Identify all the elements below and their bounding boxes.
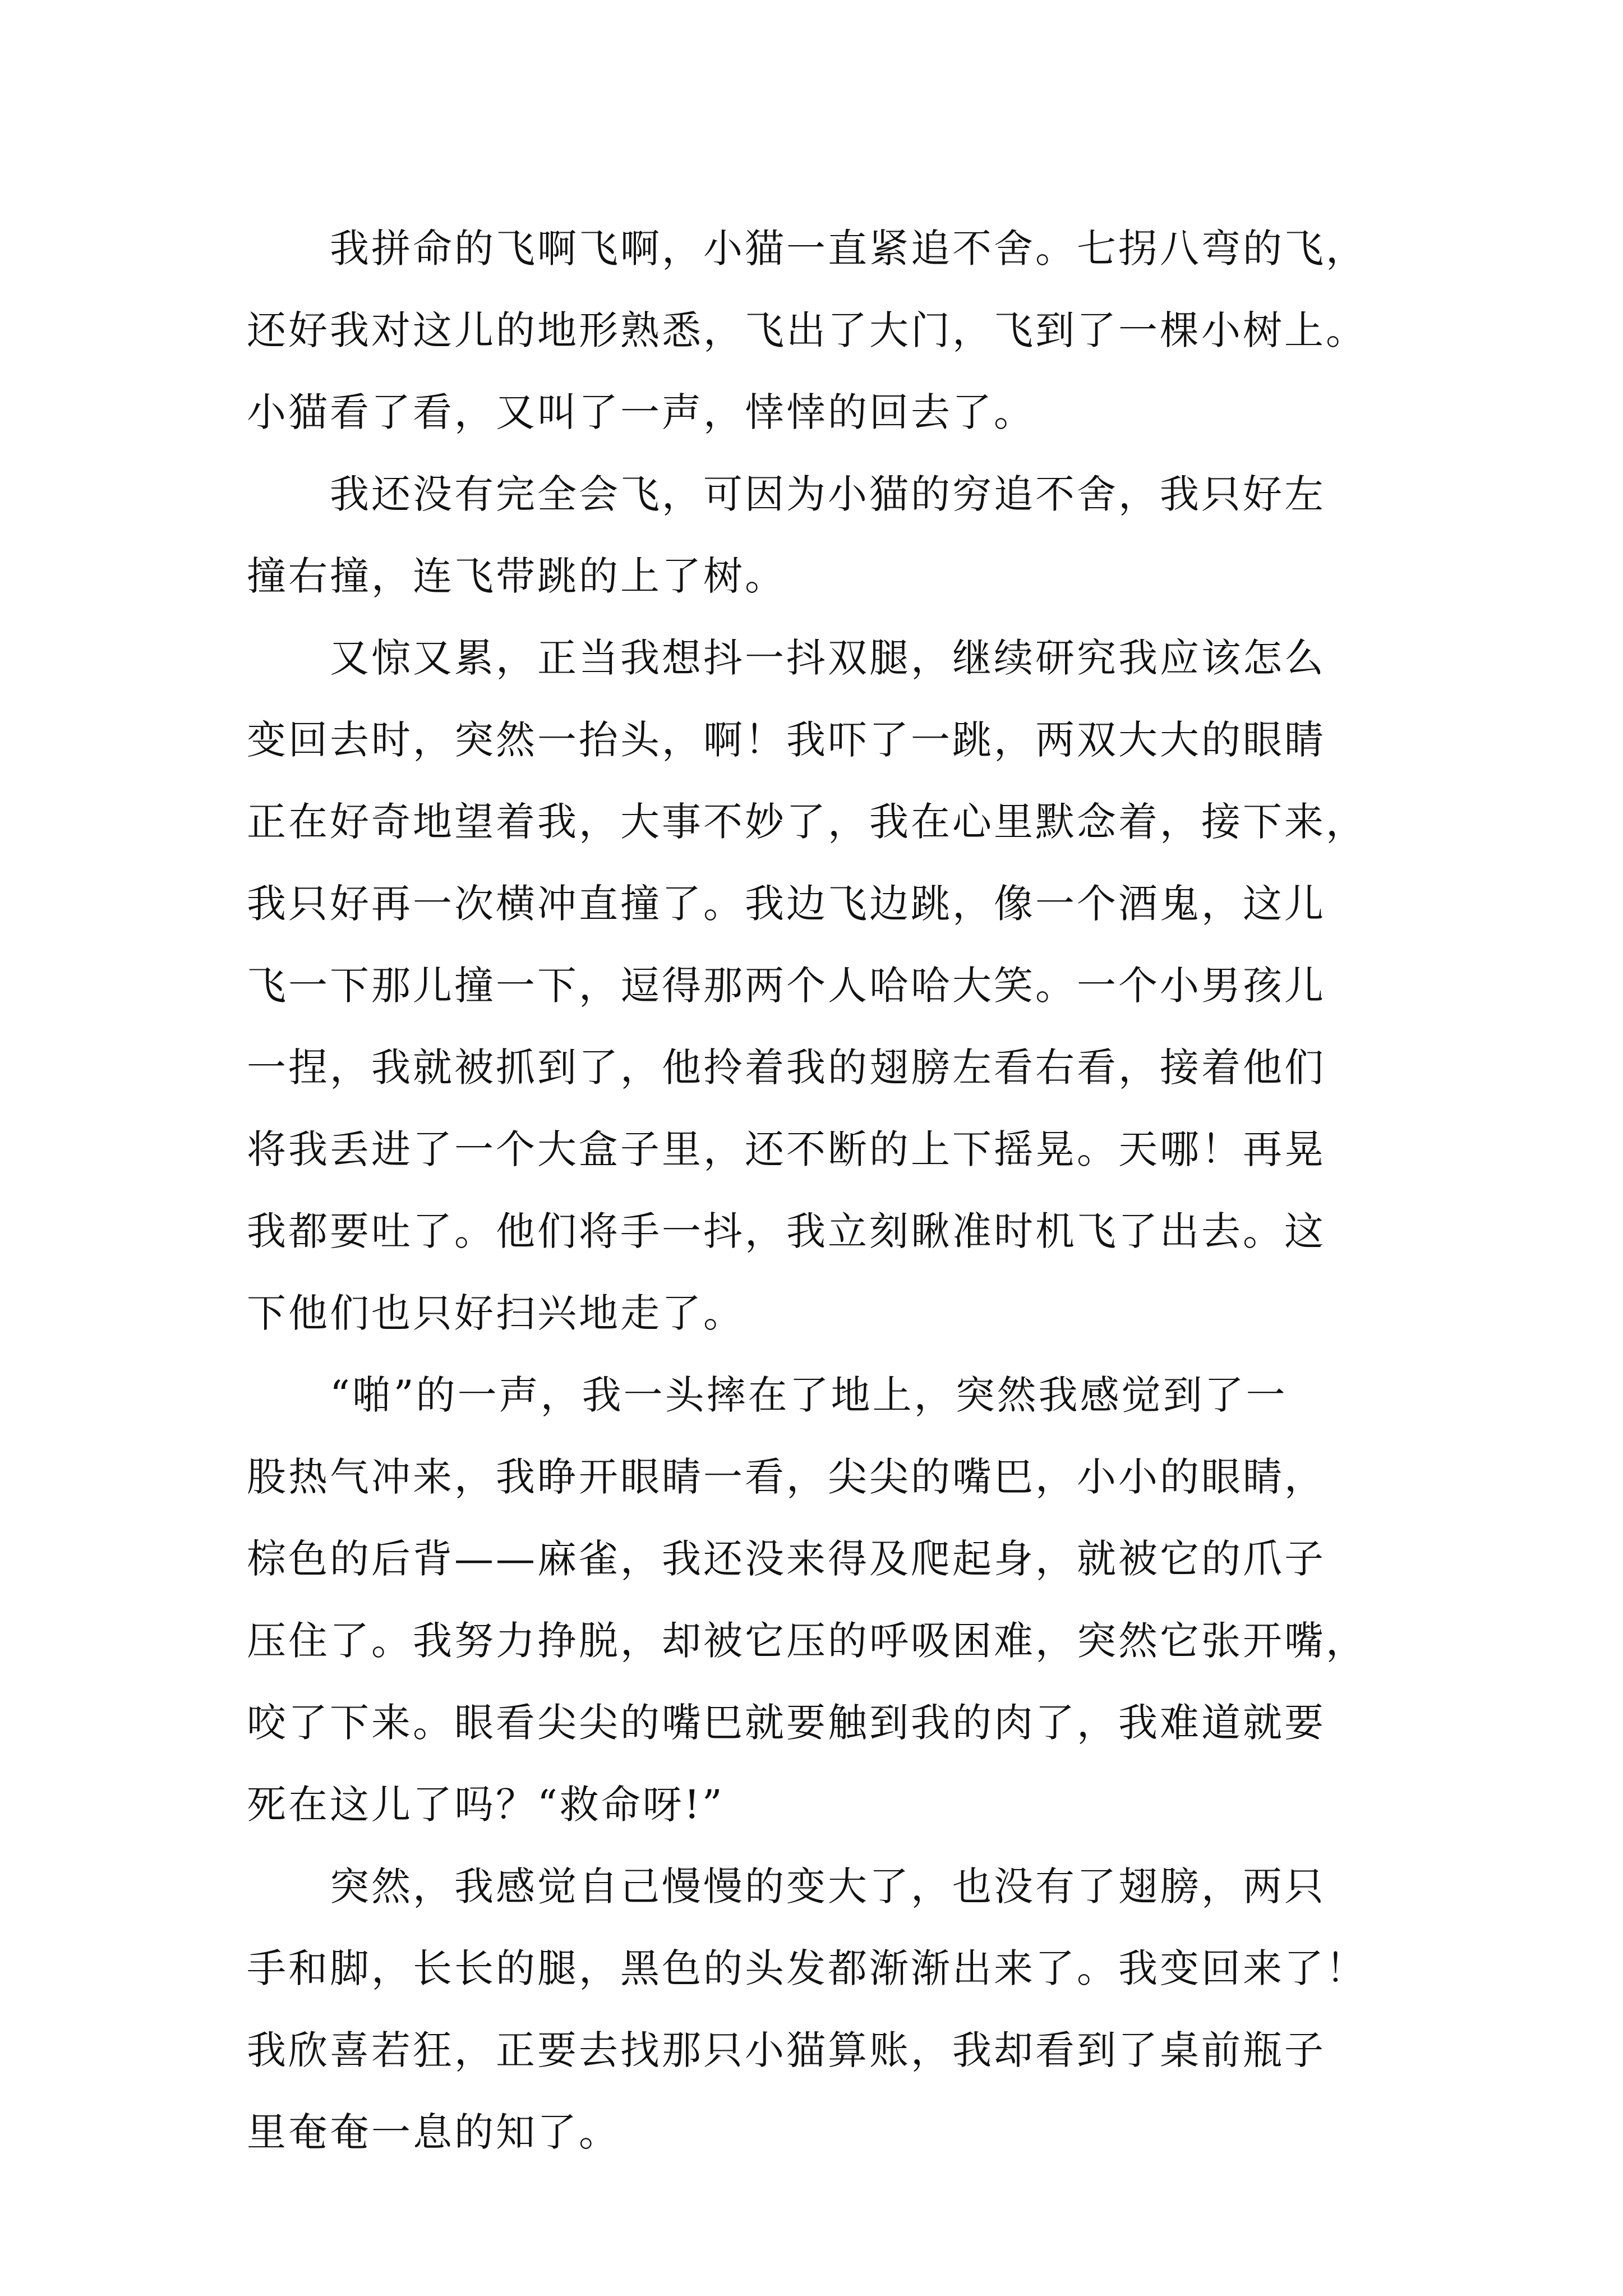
text-line: 将我丢进了一个大盒子里，还不断的上下摇晃。天哪！再晃: [247, 1126, 1326, 1172]
text-line: 压住了。我努力挣脱，却被它压的呼吸困难，突然它张开嘴，: [247, 1618, 1367, 1664]
text-line: 我都要吐了。他们将手一抖，我立刻瞅准时机飞了出去。这: [247, 1208, 1326, 1254]
text-line: 小猫看了看，又叫了一声，悻悻的回去了。: [247, 389, 1035, 435]
text-line: 咬了下来。眼看尖尖的嘴巴就要触到我的肉了，我难道就要: [247, 1700, 1326, 1746]
text-line: 突然，我感觉自己慢慢的变大了，也没有了翅膀，两只: [247, 1864, 1326, 1910]
text-line: 撞右撞，连飞带跳的上了树。: [247, 553, 786, 599]
text-line: 我欣喜若狂，正要去找那只小猫算账，我却看到了桌前瓶子: [247, 2027, 1326, 2073]
text-line: 一捏，我就被抓到了，他拎着我的翅膀左看右看，接着他们: [247, 1045, 1326, 1091]
text-line: 飞一下那儿撞一下，逗得那两个人哈哈大笑。一个小男孩儿: [247, 963, 1326, 1009]
text-line: 还好我对这儿的地形熟悉，飞出了大门，飞到了一棵小树上。: [247, 307, 1367, 353]
text-line: 正在好奇地望着我，大事不妙了，我在心里默念着，接下来，: [247, 799, 1367, 845]
text-line: 手和脚，长长的腿，黑色的头发都渐渐出来了。我变回来了！: [247, 1945, 1367, 1991]
document-body: [247, 208, 1391, 2173]
text-line: 我拼命的飞啊飞啊，小猫一直紧追不舍。七拐八弯的飞，: [247, 226, 1367, 272]
text-line: 下他们也只好扫兴地走了。: [247, 1290, 745, 1336]
text-line: 变回去时，突然一抬头，啊！我吓了一跳，两双大大的眼睛: [247, 717, 1326, 763]
text-line: 死在这儿了吗？“救命呀!”: [247, 1782, 725, 1828]
text-line: 我还没有完全会飞，可因为小猫的穷追不舍，我只好左: [247, 471, 1326, 517]
text-line: 里奄奄一息的知了。: [247, 2109, 620, 2155]
text-line: 又惊又累，正当我想抖一抖双腿，继续研究我应该怎么: [247, 635, 1326, 681]
text-line: 我只好再一次横冲直撞了。我边飞边跳，像一个酒鬼，这儿: [247, 881, 1326, 927]
text-line: “啪”的一声，我一头摔在了地上，突然我感觉到了一: [247, 1372, 1288, 1418]
text-line: 棕色的后背——麻雀，我还没来得及爬起身，就被它的爪子: [247, 1536, 1326, 1582]
text-line: 股热气冲来，我睁开眼睛一看，尖尖的嘴巴，小小的眼睛，: [247, 1454, 1326, 1500]
